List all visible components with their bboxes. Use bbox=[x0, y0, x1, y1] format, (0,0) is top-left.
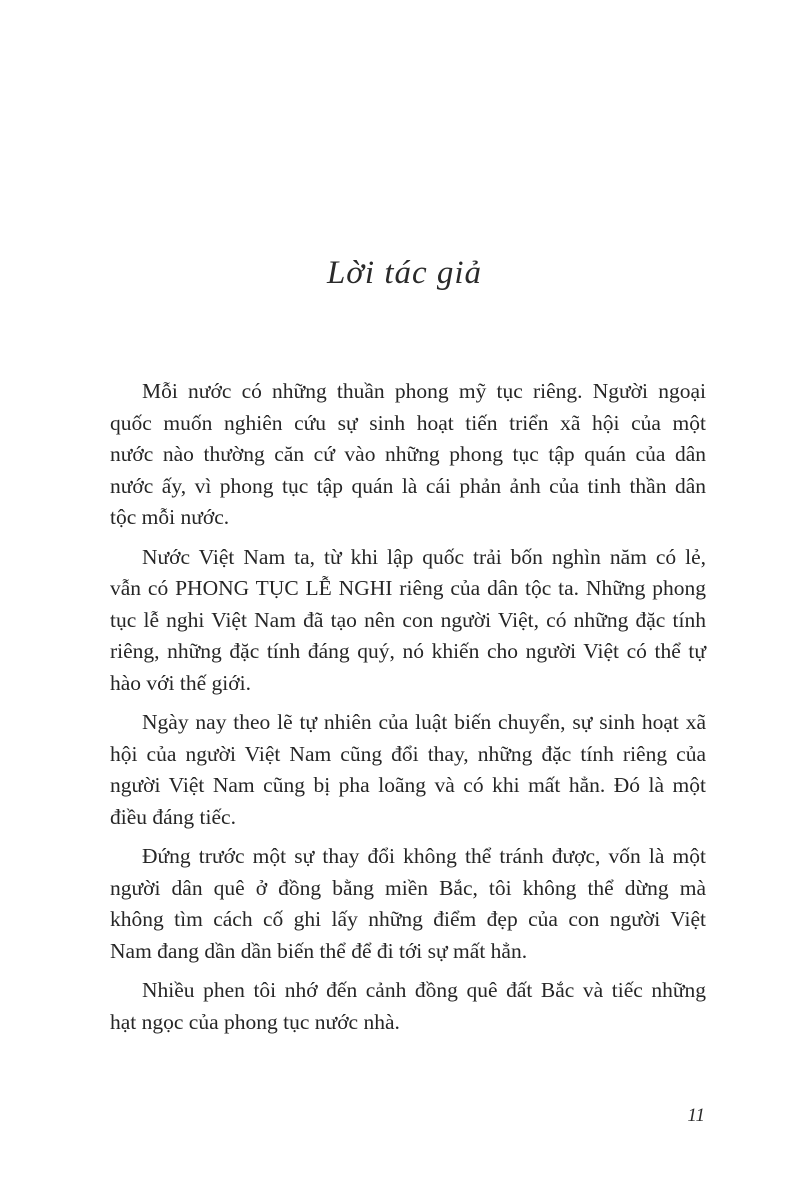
body-line: không tìm cách cố ghi lấy những điểm đẹp của con người Việt bbox=[110, 907, 706, 931]
body-line: Nhiều phen tôi nhớ đến cảnh đồng quê đất Bắc và tiếc những bbox=[142, 978, 706, 1002]
body-line: nước nào thường căn cứ vào những phong tục tập quán của dân bbox=[110, 442, 706, 466]
body-line: riêng, những đặc tính đáng quý, nó khiến cho người Việt có thể tự bbox=[110, 639, 706, 663]
paragraph bbox=[110, 542, 706, 700]
page-title: Lời tác giả bbox=[326, 255, 483, 291]
body-line: hạt ngọc của phong tục nước nhà. bbox=[110, 1009, 400, 1034]
body-text bbox=[110, 376, 706, 1038]
body-line: hào với thế giới. bbox=[110, 670, 251, 695]
body-line: hội của người Việt Nam cũng đổi thay, những đặc tính riêng của bbox=[110, 741, 706, 766]
body-line: tộc mỗi nước. bbox=[110, 505, 230, 529]
body-line: vẫn có PHONG TỤC LỄ NGHI riêng của dân tộc ta. Những phong bbox=[110, 576, 706, 600]
body-line: Đứng trước một sự thay đổi không thể tránh được, vốn là một bbox=[142, 844, 706, 868]
paragraph bbox=[110, 841, 706, 967]
body-line: Nam đang dần dần biến thể để đi tới sự mất hẳn. bbox=[110, 938, 528, 963]
body-line: quốc muốn nghiên cứu sự sinh hoạt tiến triển xã hội của một bbox=[110, 410, 706, 435]
paragraph bbox=[110, 707, 706, 833]
body-line: tục lễ nghi Việt Nam đã tạo nên con người Việt, có những đặc tính bbox=[110, 607, 706, 632]
paragraph bbox=[110, 376, 706, 534]
body-line: Ngày nay theo lẽ tự nhiên của luật biến chuyển, sự sinh hoạt xã bbox=[142, 710, 706, 734]
body-line: Mỗi nước có những thuần phong mỹ tục riêng. Người ngoại bbox=[142, 379, 706, 403]
body-line: nước ấy, vì phong tục tập quán là cái phản ảnh của tinh thần dân bbox=[110, 473, 706, 498]
paragraph bbox=[110, 975, 706, 1038]
body-line: người dân quê ở đồng bằng miền Bắc, tôi không thể dừng mà bbox=[110, 875, 706, 900]
page-number: 11 bbox=[687, 1105, 705, 1126]
body-line: điều đáng tiếc. bbox=[110, 804, 236, 829]
body-line: người Việt Nam cũng bị pha loãng và có khi mất hẳn. Đó là một bbox=[110, 773, 706, 797]
body-line: Nước Việt Nam ta, từ khi lập quốc trải bốn nghìn năm có lẻ, bbox=[142, 544, 706, 569]
